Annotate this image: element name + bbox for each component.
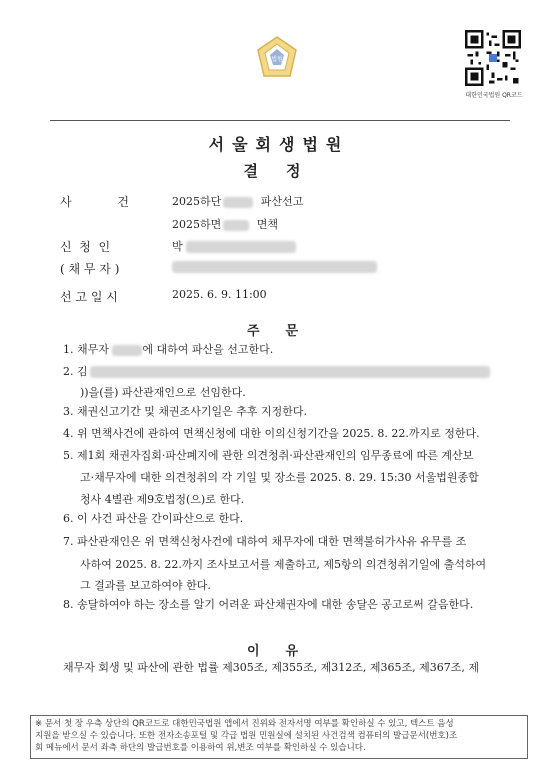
case-name-2: 면책 bbox=[256, 218, 279, 231]
order-item-5: 5. 제1회 채권자집회·파산폐지에 관한 의견청취·파산관재인의 임무종료에 따른 계산보 bbox=[63, 449, 474, 462]
debtor-address bbox=[172, 260, 377, 273]
court-name: 서울회생법원 bbox=[208, 135, 350, 154]
top-rule bbox=[50, 120, 510, 121]
order-item-6: 6. 이 사건 파산을 간이파산으로 한다. bbox=[63, 512, 244, 525]
label-date: 선 고 일 시 bbox=[60, 290, 118, 304]
qr-caption: 대한민국법원 QR코드 bbox=[465, 92, 523, 99]
case-line-1 bbox=[172, 193, 303, 209]
seal-text: 법원 bbox=[271, 56, 283, 63]
notice-line-1: ※ 문서 첫 장 우측 상단의 QR코드로 대한민국법원 앱에서 진위와 전자서명 여부를 확인하실 수 있고, 텍스트 음성 bbox=[35, 719, 454, 729]
notice-line-3: 회 메뉴에서 문서 좌측 하단의 발급번호를 이용하여 위,변조 여부를 확인하실 수 있습니다. bbox=[35, 743, 366, 753]
applicant-value bbox=[172, 238, 296, 254]
document-type: 결정 bbox=[243, 162, 329, 180]
redacted-block bbox=[172, 261, 377, 273]
order-item-1: 1. 채무자 에 대하여 파산을 선고한다. bbox=[63, 343, 274, 356]
decision-date: 2025. 6. 9. 11:00 bbox=[172, 288, 267, 301]
order-item-4: 4. 위 면책사건에 관하여 면책신청에 대한 이의신청기간을 2025. 8. 22.까지로 정한다. bbox=[63, 427, 480, 440]
verification-notice bbox=[30, 715, 528, 759]
redacted-block bbox=[112, 345, 142, 356]
order-item-7-cont-2: 그 결과를 보고하여야 한다. bbox=[80, 579, 211, 592]
redacted-block bbox=[223, 220, 249, 231]
order-heading: 주문 bbox=[246, 324, 325, 339]
case-line-2 bbox=[172, 216, 278, 232]
notice-line-2: 지원을 받으실 수 있습니다. 또한 전자소송포털 및 각급 법원 민원실에 설치된 사건검색 컴퓨터의 발급문서(번호)조 bbox=[35, 731, 458, 741]
redacted-block bbox=[90, 366, 490, 378]
applicant-prefix: 박 bbox=[172, 240, 183, 253]
court-seal-icon bbox=[252, 34, 302, 84]
redacted-block bbox=[223, 197, 253, 208]
order-item-8: 8. 송달하여야 하는 장소를 알기 어려운 파산채권자에 대한 송달은 공고로써 갈음한다. bbox=[63, 598, 474, 611]
order-item-7-cont-1: 사하여 2025. 8. 22.까지 조사보고서를 제출하고, 제5항의 의견청취기일에 출석하여 bbox=[80, 558, 487, 571]
label-case: 사 건 bbox=[60, 195, 129, 209]
case-no-2: 2025하면 bbox=[172, 218, 222, 231]
order-item-3: 3. 채권신고기간 및 채권조사기일은 추후 지정한다. bbox=[63, 405, 307, 418]
reason-line-1: 채무자 회생 및 파산에 관한 법률 제305조, 제355조, 제312조, 제365조, 제367조, 제 bbox=[63, 661, 479, 674]
qr-code-icon bbox=[465, 30, 521, 86]
redacted-block bbox=[186, 241, 296, 253]
reason-heading: 이유 bbox=[246, 644, 325, 659]
order-item-5-cont-2: 청사 4별관 제9호법정(으)로 한다. bbox=[80, 493, 245, 506]
case-name-1: 파산선고 bbox=[260, 195, 304, 208]
order-item-2: 2. 김 bbox=[63, 362, 513, 382]
label-applicant: 신 청 인 bbox=[60, 240, 111, 254]
order-item-2-cont: ))을(를) 파산관재인으로 선임한다. bbox=[80, 386, 246, 399]
case-no-1: 2025하단 bbox=[172, 195, 222, 208]
order-item-7: 7. 파산관재인은 위 면책신청사건에 대하여 채무자에 대한 면책불허가사유 유무를 조 bbox=[63, 535, 467, 548]
label-debtor: ( 채 무 자 ) bbox=[60, 262, 120, 276]
order-item-5-cont-1: 고·채무자에 대한 의견청취의 각 기일 및 장소를 2025. 8. 29. 15:30 서울법원종합 bbox=[80, 471, 479, 484]
